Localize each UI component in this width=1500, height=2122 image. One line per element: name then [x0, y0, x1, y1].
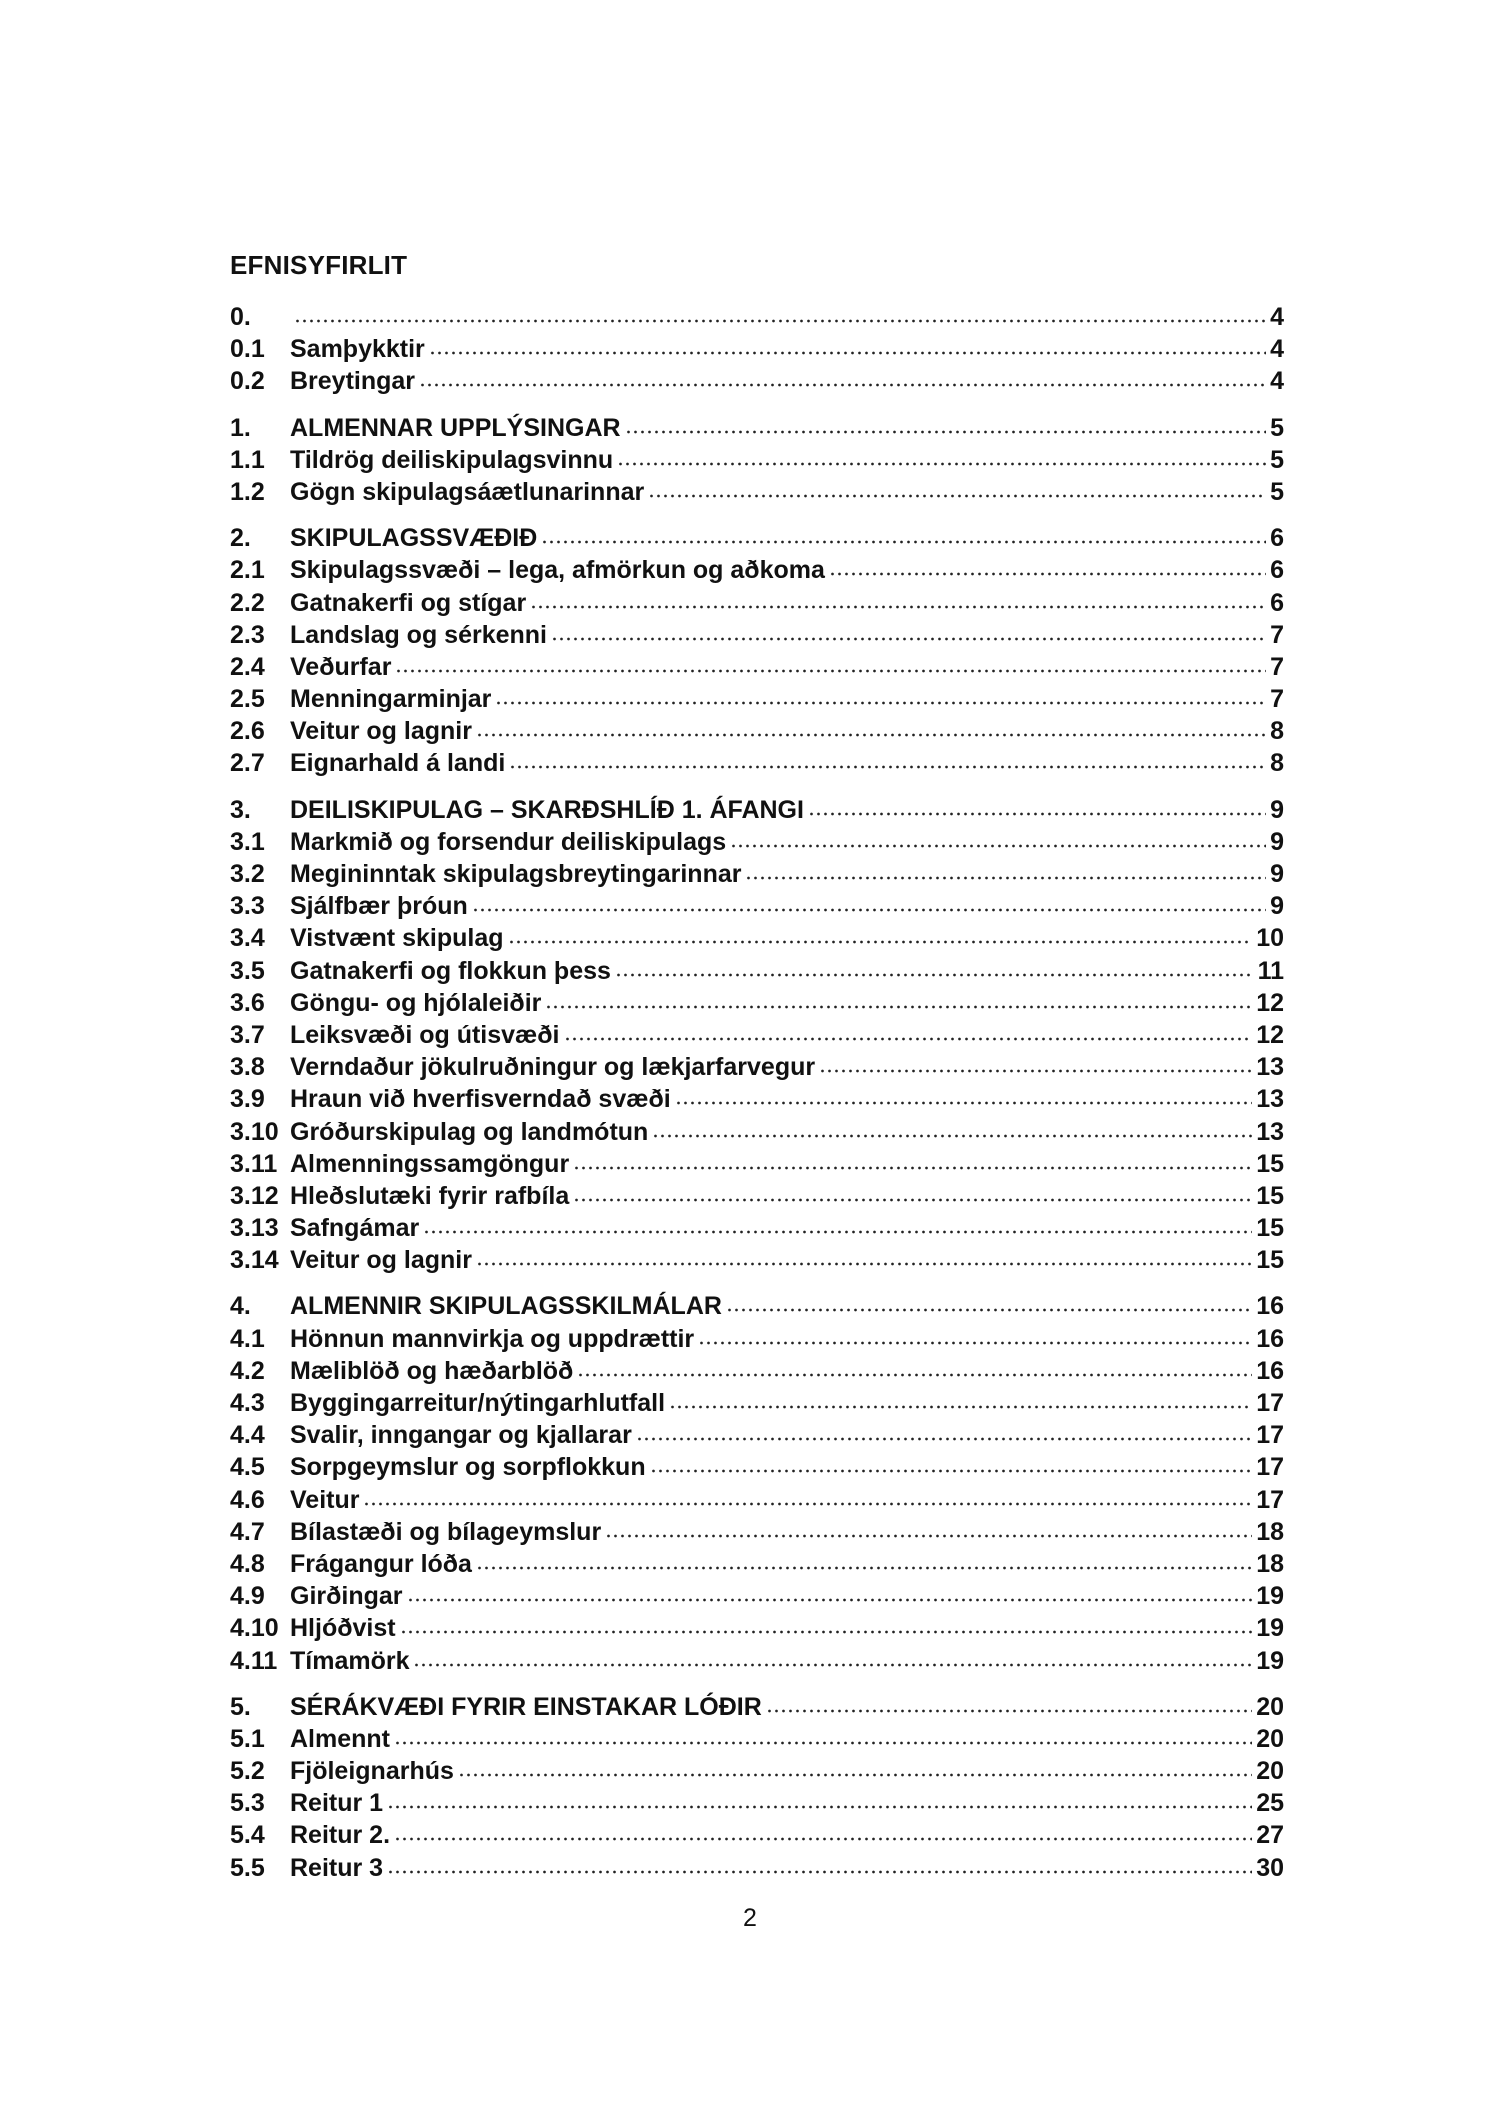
toc-entry-page: 15 [1256, 1246, 1284, 1275]
toc-entry-page: 11 [1257, 956, 1284, 985]
toc-entry-number: 0. [230, 303, 251, 331]
toc-section [230, 1691, 1284, 1884]
toc-entry-number: 3.9 [230, 1085, 265, 1114]
toc-entry-page: 7 [1270, 620, 1284, 649]
toc-entry-page: 8 [1270, 717, 1284, 746]
toc-entry-number: 4.1 [230, 1324, 265, 1353]
dot-leader [530, 604, 1266, 610]
toc-entry-title: Gögn skipulagsáætlunarinnar [290, 477, 645, 506]
dot-leader [730, 843, 1266, 849]
toc-entry-number: 4.10 [230, 1614, 279, 1643]
toc-entry-row[interactable] [230, 987, 1284, 1019]
dot-leader [625, 429, 1266, 435]
dot-leader [545, 1004, 1252, 1010]
toc-entry-number: 2.6 [230, 717, 265, 746]
toc-entry-page: 15 [1256, 1181, 1284, 1210]
toc-entry-title: Frágangur lóða [290, 1549, 472, 1578]
toc-section-row[interactable] [230, 301, 1284, 333]
dot-leader [577, 1372, 1252, 1378]
toc-entry-row[interactable] [230, 1051, 1284, 1083]
toc-entry-page: 19 [1256, 1582, 1284, 1611]
table-of-contents [230, 250, 1284, 1898]
dot-leader [819, 1068, 1252, 1074]
toc-entry-number: 5.3 [230, 1789, 265, 1818]
toc-title: EFNISYFIRLIT [230, 250, 408, 280]
toc-entry-page: 20 [1256, 1692, 1284, 1721]
toc-section-row[interactable] [230, 1691, 1284, 1723]
toc-entry-title: Megininntak skipulagsbreytingarinnar [290, 860, 742, 888]
toc-entry-number: 5. [230, 1692, 251, 1721]
toc-entry-number: 1. [230, 413, 251, 442]
toc-entry-title: Girðingar [290, 1582, 403, 1611]
toc-entry-row[interactable] [230, 1451, 1284, 1483]
toc-entry-title: Veitur og lagnir [290, 1246, 472, 1275]
toc-entry-page: 5 [1270, 413, 1284, 442]
dot-leader [573, 1165, 1252, 1171]
toc-entry-title: Markmið og forsendur deiliskipulags [290, 827, 727, 856]
toc-entry-row[interactable] [230, 1148, 1284, 1180]
toc-entry-number: 3. [230, 795, 251, 824]
toc-entry-title: Hljóðvist [290, 1614, 396, 1643]
toc-section-row[interactable] [230, 522, 1284, 554]
dot-leader [476, 1565, 1252, 1571]
toc-entry-number: 1.1 [230, 445, 265, 474]
toc-entry-number: 1.2 [230, 477, 265, 506]
toc-entry-number: 3.1 [230, 827, 265, 856]
toc-entry-row[interactable] [230, 554, 1284, 586]
dot-leader [472, 907, 1266, 913]
toc-entry-row[interactable] [230, 1419, 1284, 1451]
dot-leader [476, 1261, 1252, 1267]
toc-entry-row[interactable] [230, 890, 1284, 922]
toc-entry-row[interactable] [230, 333, 1284, 365]
toc-entry-title: ALMENNAR UPPLÝSINGAR [290, 413, 621, 442]
toc-section-row[interactable] [230, 1290, 1284, 1322]
toc-entry-row[interactable] [230, 1180, 1284, 1212]
toc-entry-page: 18 [1256, 1517, 1284, 1546]
dot-leader [363, 1501, 1252, 1507]
toc-entry-title: Almenningssamgöngur [290, 1149, 570, 1178]
toc-section [230, 522, 1284, 780]
toc-entry-row[interactable] [230, 1580, 1284, 1612]
toc-entry-number: 2.3 [230, 620, 265, 649]
toc-entry-page: 5 [1270, 477, 1284, 506]
toc-entry-page: 6 [1270, 588, 1284, 617]
dot-leader [564, 1036, 1253, 1042]
toc-entry-row[interactable] [230, 1355, 1284, 1387]
toc-entry-title: DEILISKIPULAG – SKARÐSHLÍÐ 1. ÁFANGI [290, 795, 804, 824]
toc-entry-page: 17 [1256, 1389, 1284, 1417]
toc-body [230, 301, 1284, 1884]
toc-entry-row[interactable] [230, 1019, 1284, 1051]
toc-entry-title: Gatnakerfi og flokkun þess [290, 956, 611, 985]
toc-entry-title: Reitur 1 [290, 1789, 384, 1818]
toc-entry-number: 3.2 [230, 860, 265, 888]
toc-entry-number: 5.2 [230, 1757, 265, 1786]
toc-entry-title: Verndaður jökulruðningur og lækjarfarvegur [290, 1053, 816, 1082]
toc-entry-title: Tildrög deiliskipulagsvinnu [290, 445, 614, 474]
toc-entry-number: 2.2 [230, 588, 265, 617]
toc-entry-title: Veðurfar [290, 652, 392, 681]
dot-leader [766, 1708, 1252, 1714]
toc-entry-page: 17 [1256, 1485, 1284, 1514]
dot-leader [551, 636, 1266, 642]
toc-entry-page: 7 [1270, 685, 1284, 714]
toc-section-row[interactable] [230, 412, 1284, 444]
dot-leader [675, 1100, 1253, 1106]
toc-entry-number: 0.1 [230, 335, 265, 364]
toc-entry-row[interactable] [230, 1787, 1284, 1819]
dot-leader [419, 382, 1266, 388]
toc-entry-number: 4.6 [230, 1485, 265, 1514]
toc-entry-page: 9 [1270, 827, 1284, 856]
toc-section [230, 412, 1284, 509]
toc-entry-title: Menningarminjar [290, 685, 492, 714]
toc-entry-title: Vistvænt skipulag [290, 924, 504, 953]
dot-leader [423, 1229, 1252, 1235]
toc-entry-title: Almennt [290, 1724, 390, 1753]
dot-leader [829, 571, 1266, 577]
toc-entry-row[interactable] [230, 1852, 1284, 1884]
toc-entry-row[interactable] [230, 922, 1284, 954]
dot-leader [669, 1404, 1252, 1410]
toc-entry-title: Gróðurskipulag og landmótun [290, 1117, 649, 1146]
toc-entry-number: 2. [230, 524, 251, 553]
dot-leader [541, 539, 1266, 545]
page-number-footer: 2 [743, 1904, 757, 1932]
toc-entry-page: 4 [1270, 335, 1284, 364]
dot-leader [509, 764, 1266, 770]
toc-entry-number: 3.5 [230, 956, 265, 985]
toc-entry-number: 4.7 [230, 1517, 265, 1546]
dot-leader [648, 493, 1266, 499]
toc-entry-row[interactable] [230, 747, 1284, 779]
toc-entry-title: Byggingarreitur/nýtingarhlutfall [290, 1389, 666, 1417]
toc-entry-title: Fjöleignarhús [290, 1757, 454, 1786]
toc-entry-number: 4.8 [230, 1549, 265, 1578]
toc-entry-row[interactable] [230, 715, 1284, 747]
dot-leader [294, 318, 1266, 324]
toc-entry-title: Tímamörk [290, 1646, 410, 1675]
toc-entry-title: SKIPULAGSSVÆÐIÐ [290, 524, 538, 553]
toc-section [230, 794, 1284, 1277]
toc-entry-page: 13 [1256, 1117, 1284, 1146]
dot-leader [394, 1836, 1252, 1842]
toc-entry-number: 4.2 [230, 1356, 265, 1385]
toc-entry-page: 9 [1270, 860, 1284, 888]
toc-entry-page: 8 [1270, 749, 1284, 778]
toc-entry-page: 9 [1270, 892, 1284, 921]
toc-entry-row[interactable] [230, 1212, 1284, 1244]
toc-entry-page: 4 [1270, 367, 1284, 396]
toc-entry-row[interactable] [230, 1387, 1284, 1419]
toc-entry-number: 4.9 [230, 1582, 265, 1611]
toc-entry-title: Landslag og sérkenni [290, 620, 548, 649]
toc-entry-page: 17 [1256, 1421, 1284, 1450]
toc-entry-page: 12 [1256, 988, 1284, 1017]
toc-entry-page: 27 [1256, 1821, 1284, 1850]
toc-entry-number: 0.2 [230, 367, 265, 396]
toc-entry-number: 4.4 [230, 1421, 265, 1450]
toc-entry-title: ALMENNIR SKIPULAGSSKILMÁLAR [290, 1292, 722, 1321]
dot-leader [476, 732, 1266, 738]
toc-entry-number: 3.8 [230, 1053, 265, 1082]
toc-entry-row[interactable] [230, 1484, 1284, 1516]
toc-entry-title: Veitur [290, 1485, 360, 1514]
toc-entry-number: 4.11 [230, 1646, 278, 1675]
toc-section [230, 1290, 1284, 1676]
dot-leader [636, 1436, 1252, 1442]
toc-entry-number: 4.3 [230, 1389, 265, 1417]
toc-entry-row[interactable] [230, 1244, 1284, 1276]
toc-entry-row[interactable] [230, 826, 1284, 858]
toc-entry-page: 19 [1256, 1646, 1284, 1675]
dot-leader [615, 972, 1254, 978]
dot-leader [413, 1662, 1252, 1668]
toc-entry-row[interactable] [230, 1819, 1284, 1851]
toc-entry-page: 13 [1256, 1053, 1284, 1082]
toc-entry-page: 4 [1270, 303, 1284, 331]
toc-entry-row[interactable] [230, 1116, 1284, 1148]
toc-entry-page: 15 [1256, 1149, 1284, 1178]
toc-entry-page: 13 [1256, 1085, 1284, 1114]
dot-leader [726, 1307, 1252, 1313]
toc-section [230, 301, 1284, 398]
toc-entry-number: 5.4 [230, 1821, 265, 1850]
toc-entry-row[interactable] [230, 1612, 1284, 1644]
toc-entry-number: 3.13 [230, 1214, 279, 1243]
toc-entry-number: 3.11 [230, 1149, 278, 1178]
toc-entry-number: 5.5 [230, 1853, 265, 1882]
toc-entry-title: Sorpgeymslur og sorpflokkun [290, 1453, 646, 1482]
dot-leader [387, 1869, 1252, 1875]
dot-leader [652, 1133, 1252, 1139]
toc-entry-page: 16 [1256, 1356, 1284, 1385]
toc-entry-title: Reitur 3 [290, 1853, 384, 1882]
dot-leader [573, 1197, 1252, 1203]
toc-entry-number: 3.3 [230, 892, 265, 921]
toc-entry-row[interactable] [230, 587, 1284, 619]
toc-entry-row[interactable] [230, 858, 1284, 890]
dot-leader [495, 700, 1266, 706]
dot-leader [605, 1533, 1252, 1539]
dot-leader [617, 461, 1266, 467]
toc-entry-number: 3.14 [230, 1246, 279, 1275]
toc-entry-title: Svalir, inngangar og kjallarar [290, 1421, 632, 1450]
toc-entry-title: Mæliblöð og hæðarblöð [290, 1356, 574, 1385]
toc-entry-row[interactable] [230, 365, 1284, 397]
dot-leader [745, 875, 1266, 881]
toc-entry-title: Samþykktir [290, 335, 425, 364]
toc-entry-page: 12 [1256, 1020, 1284, 1049]
toc-entry-page: 6 [1270, 556, 1284, 585]
dot-leader [650, 1468, 1253, 1474]
toc-entry-title: Hraun við hverfisverndað svæði [290, 1085, 671, 1114]
toc-entry-title: Leiksvæði og útisvæði [290, 1020, 560, 1049]
toc-entry-page: 20 [1256, 1757, 1284, 1786]
toc-entry-page: 10 [1256, 924, 1284, 953]
dot-leader [429, 350, 1266, 356]
toc-section-row[interactable] [230, 794, 1284, 826]
toc-entry-number: 3.6 [230, 988, 265, 1017]
toc-entry-page: 17 [1256, 1453, 1284, 1482]
toc-entry-page: 7 [1270, 652, 1284, 681]
toc-entry-page: 30 [1256, 1853, 1284, 1882]
toc-entry-row[interactable] [230, 1548, 1284, 1580]
toc-entry-row[interactable] [230, 1723, 1284, 1755]
toc-entry-number: 2.1 [230, 556, 265, 585]
toc-entry-number: 3.4 [230, 924, 265, 953]
toc-entry-number: 2.5 [230, 685, 265, 714]
toc-entry-number: 2.4 [230, 652, 265, 681]
dot-leader [400, 1629, 1253, 1635]
dot-leader [395, 668, 1266, 674]
dot-leader [808, 811, 1266, 817]
toc-entry-number: 3.10 [230, 1117, 279, 1146]
toc-entry-row[interactable] [230, 1755, 1284, 1787]
dot-leader [394, 1740, 1252, 1746]
toc-entry-title: Bílastæði og bílageymslur [290, 1517, 602, 1546]
toc-entry-title: SÉRÁKVÆÐI FYRIR EINSTAKAR LÓÐIR [290, 1692, 762, 1721]
toc-entry-title: Hleðslutæki fyrir rafbíla [290, 1181, 570, 1210]
toc-entry-page: 16 [1256, 1324, 1284, 1353]
toc-entry-number: 2.7 [230, 749, 265, 778]
toc-entry-row[interactable] [230, 1516, 1284, 1548]
toc-entry-number: 5.1 [230, 1724, 265, 1753]
toc-entry-title: Safngámar [290, 1214, 420, 1243]
toc-entry-row[interactable] [230, 651, 1284, 683]
toc-entry-number: 4. [230, 1292, 251, 1321]
dot-leader [407, 1597, 1253, 1603]
toc-entry-number: 3.7 [230, 1020, 265, 1049]
toc-entry-title: Breytingar [290, 367, 416, 396]
toc-entry-page: 15 [1256, 1214, 1284, 1243]
toc-entry-row[interactable] [230, 1323, 1284, 1355]
toc-entry-page: 16 [1256, 1292, 1284, 1321]
toc-entry-page: 5 [1270, 445, 1284, 474]
toc-entry-title: Göngu- og hjólaleiðir [290, 988, 542, 1017]
toc-entry-row[interactable] [230, 955, 1284, 987]
toc-entry-page: 18 [1256, 1549, 1284, 1578]
toc-entry-title: Sjálfbær þróun [290, 892, 468, 921]
toc-entry-page: 25 [1256, 1789, 1284, 1818]
toc-entry-row[interactable] [230, 619, 1284, 651]
toc-entry-title: Gatnakerfi og stígar [290, 588, 527, 617]
toc-entry-number: 3.12 [230, 1181, 279, 1210]
toc-entry-page: 6 [1270, 524, 1284, 553]
toc-entry-page: 20 [1256, 1724, 1284, 1753]
toc-entry-title: Hönnun mannvirkja og uppdrættir [290, 1324, 695, 1353]
dot-leader [698, 1340, 1252, 1346]
toc-entry-title: Reitur 2. [290, 1821, 391, 1850]
dot-leader [458, 1772, 1252, 1778]
toc-entry-row[interactable] [230, 1645, 1284, 1677]
toc-entry-page: 19 [1256, 1614, 1284, 1643]
toc-entry-number: 4.5 [230, 1453, 265, 1482]
dot-leader [508, 939, 1253, 945]
toc-entry-row[interactable] [230, 1083, 1284, 1115]
toc-entry-title: Skipulagssvæði – lega, afmörkun og aðkoma [290, 556, 825, 585]
toc-entry-title: Eignarhald á landi [290, 749, 506, 778]
toc-entry-row[interactable] [230, 683, 1284, 715]
toc-entry-title: Veitur og lagnir [290, 717, 472, 746]
toc-entry-row[interactable] [230, 444, 1284, 476]
toc-entry-page: 9 [1270, 795, 1284, 824]
toc-entry-row[interactable] [230, 476, 1284, 508]
dot-leader [387, 1804, 1252, 1810]
